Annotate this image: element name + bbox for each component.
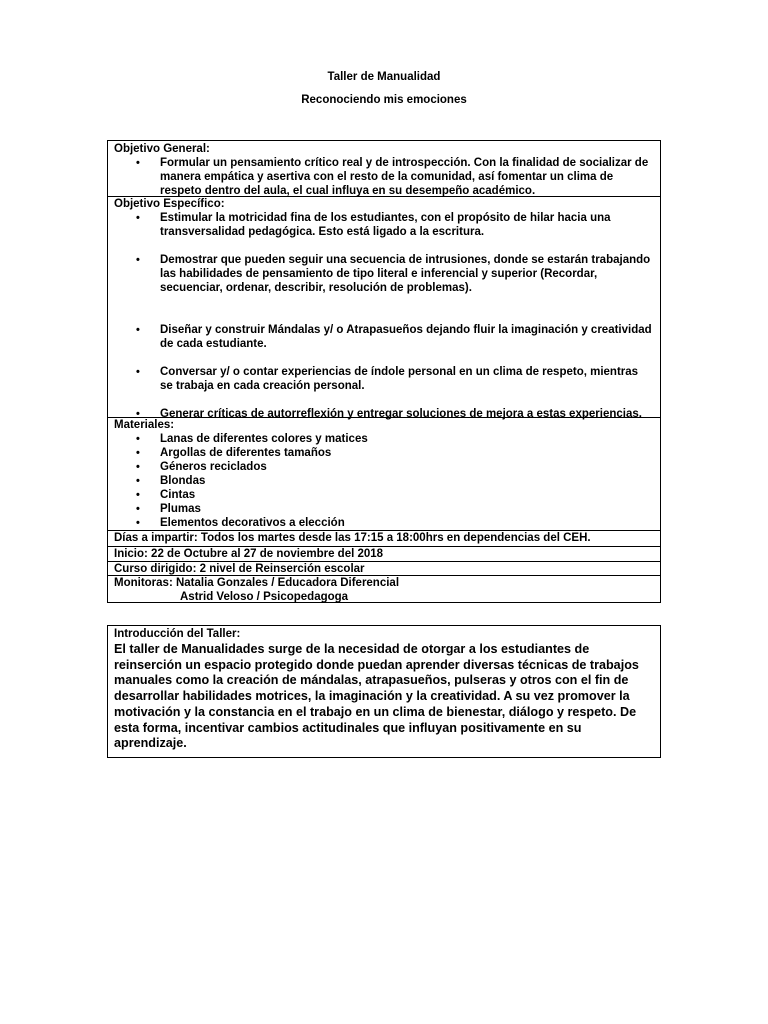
document-subtitle: Reconociendo mis emociones — [301, 94, 467, 106]
bullet-icon: • — [136, 157, 140, 169]
list-item: • Conversar y/ o contar experiencias de índole personal en un clima de respeto, mientras se trabaja en cada creación personal. — [136, 366, 639, 392]
objetivo-especifico-section — [108, 197, 660, 418]
monitoras-line-1: Monitoras: Natalia Gonzales / Educadora Diferencial — [114, 577, 400, 589]
materiales-heading: Materiales: — [114, 419, 175, 431]
objetivo-general-heading: Objetivo General: — [114, 143, 210, 155]
list-item: • Diseñar y construir Mándalas y/ o Atrapasueños dejando fluir la imaginación y creatividad de cada estudiante. — [136, 324, 652, 350]
curso-row: Curso dirigido: 2 nivel de Reinserción escolar — [108, 562, 660, 576]
bullet-icon: • — [136, 366, 140, 378]
bullet-icon: • — [136, 475, 140, 487]
introduccion-box — [107, 625, 661, 758]
introduccion-heading: Introducción del Taller: — [114, 628, 241, 640]
inicio-row: Inicio: 22 de Octubre al 27 de noviembre del 2018 — [108, 547, 660, 562]
list-item: • Estimular la motricidad fina de los estudiantes, con el propósito de hilar hacia una transversalidad pedagógica. Esto está ligado a la escritura. — [136, 212, 611, 238]
list-item: • Demostrar que pueden seguir una secuencia de intrusiones, donde se estarán trabajando las habilidades de pensamiento de tipo literal e inferencial y superior (Recordar, secuenciar, ordenar, describir, resolución de problemas). — [136, 254, 651, 294]
objetivo-especifico-heading: Objetivo Específico: — [114, 198, 225, 210]
objetivo-general-section — [108, 141, 660, 197]
materiales-section — [108, 418, 660, 531]
list-item: • Generar críticas de autorreflexión y entregar soluciones de mejora a estas experiencias. — [136, 408, 642, 420]
list-item: • Elementos decorativos a elección — [136, 517, 345, 529]
bullet-icon: • — [136, 254, 140, 266]
bullet-icon: • — [136, 212, 140, 224]
objetivo-especifico-list — [114, 211, 654, 421]
monitoras-row — [108, 576, 660, 609]
dias-row: Días a impartir: Todos los martes desde las 17:15 a 18:00hrs en dependencias del CEH. — [108, 531, 660, 547]
list-item: • Géneros reciclados — [136, 461, 267, 473]
bullet-icon: • — [136, 489, 140, 501]
bullet-icon: • — [136, 517, 140, 529]
list-item: • Blondas — [136, 475, 206, 487]
monitoras-line-2: Astrid Veloso / Psicopedagoga — [180, 591, 349, 603]
introduccion-text: El taller de Manualidades surge de la necesidad de otorgar a los estudiantes de reinserción un espacio protegido donde puedan aprender diversas técnicas de trabajos manuales como la creación de mándalas, atrapasueños, pulseras y otros con el fin de desarrollar habilidades motrices, la imaginación y la creatividad. A su vez promover la motivación y la constancia en el trabajo en un clima de bienestar, diálogo y respeto. De esta forma, incentivar cambios actitudinales que influyan positivamente en su aprendizaje. — [114, 642, 639, 751]
bullet-icon: • — [136, 433, 140, 445]
bullet-icon: • — [136, 503, 140, 515]
bullet-icon: • — [136, 461, 140, 473]
objetivo-general-list — [114, 156, 654, 198]
list-item: • Cintas — [136, 489, 196, 501]
bullet-icon: • — [136, 408, 140, 420]
objectives-table — [107, 140, 661, 603]
document-title: Taller de Manualidad — [327, 71, 441, 83]
bullet-icon: • — [136, 324, 140, 336]
list-item: • Argollas de diferentes tamaños — [136, 447, 332, 459]
materiales-list — [114, 432, 654, 530]
bullet-icon: • — [136, 447, 140, 459]
list-item: • Lanas de diferentes colores y matices — [136, 433, 368, 445]
list-item: • Formular un pensamiento crítico real y de introspección. Con la finalidad de socializar de manera empática y asertiva con el resto de la comunidad, así fomentar un clima de respeto dentro del aula, el cual influya en su desempeño académico. — [136, 157, 649, 197]
list-item: • Plumas — [136, 503, 201, 515]
